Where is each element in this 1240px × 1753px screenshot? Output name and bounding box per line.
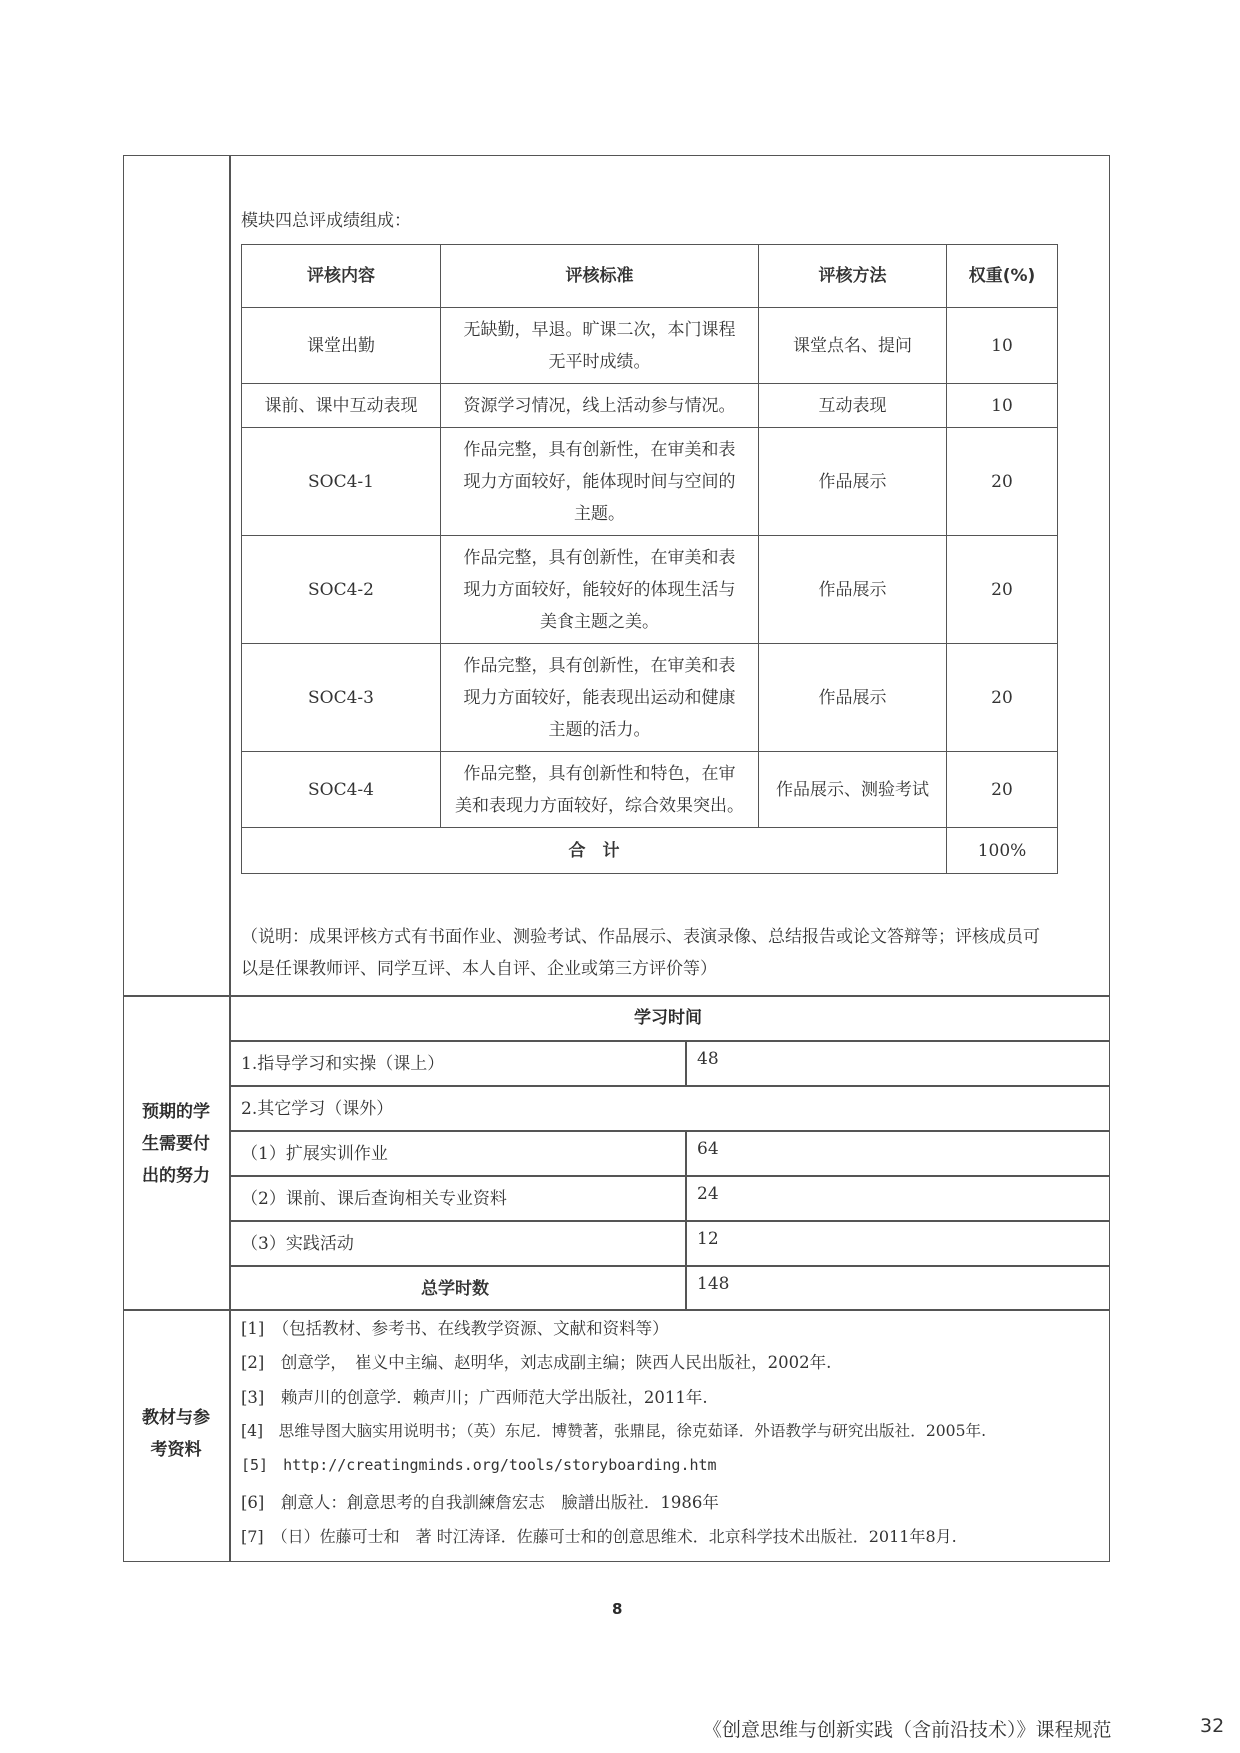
table-row: [242, 644, 1058, 752]
effort-row-item: （3）实践活动: [241, 1234, 354, 1254]
effort-total-label: 总学时数: [421, 1279, 489, 1299]
total-label: 合 计: [242, 828, 947, 874]
standard-line: 美食主题之美。: [540, 611, 659, 632]
effort-row-value: 24: [697, 1184, 719, 1204]
reference-item: [7] （日）佐藤可士和 著 时江涛译．佐藤可士和的创意思维术．北京科学技术出版社．2011年8月.: [241, 1527, 957, 1546]
table-row: [242, 752, 1058, 828]
standard-line: 无缺勤，早退。旷课二次，本门课程: [463, 319, 736, 340]
row-standard: [441, 384, 759, 428]
standard-line: 作品完整，具有创新性和特色，在审: [463, 763, 736, 784]
row-standard: [441, 428, 759, 536]
table-row: [242, 384, 1058, 428]
footer-page-number: 32: [1200, 1715, 1225, 1737]
table-row: [242, 428, 1058, 536]
row-method: 课堂点名、提问: [759, 308, 947, 384]
effort-header: 学习时间: [634, 1008, 702, 1028]
standard-line: 主题的活力。: [548, 719, 651, 740]
effort-section-label: [126, 1096, 226, 1192]
reference-item: [3] 赖声川的创意学．赖声川；广西师范大学出版社，2011年.: [241, 1388, 708, 1407]
row-method: 作品展示、测验考试: [759, 752, 947, 828]
effort-line: [229, 1085, 1110, 1087]
effort-line: [229, 1265, 1110, 1267]
effort-row-item: 1.指导学习和实操（课上）: [241, 1054, 445, 1074]
standard-line: 作品完整，具有创新性，在审美和表: [463, 439, 736, 460]
row-standard: [441, 644, 759, 752]
note-line-1: （说明：成果评核方式有书面作业、测验考试、作品展示、表演录像、总结报告或论文答辩等；评核成员可: [241, 927, 1040, 947]
references-label-line: 教材与参: [142, 1408, 210, 1428]
effort-line: [229, 1220, 1110, 1222]
standard-line: 主题。: [574, 503, 625, 524]
effort-row-item: 2.其它学习（课外）: [241, 1099, 394, 1119]
effort-row-value: 12: [697, 1229, 719, 1249]
table-row: [242, 308, 1058, 384]
effort-label-line: 预期的学: [142, 1102, 210, 1122]
row-weight: 20: [947, 752, 1058, 828]
header-method: 评核方法: [759, 245, 947, 308]
row-content: SOC4-3: [242, 644, 441, 752]
standard-line: 作品完整，具有创新性，在审美和表: [463, 655, 736, 676]
section-divider-1: [123, 995, 1110, 997]
effort-row-value: 64: [697, 1139, 719, 1159]
standard-line: 作品完整，具有创新性，在审美和表: [463, 547, 736, 568]
row-weight: 10: [947, 308, 1058, 384]
inner-page-number: 8: [612, 1600, 623, 1618]
row-content: SOC4-2: [242, 536, 441, 644]
standard-line: 无平时成绩。: [548, 351, 651, 372]
effort-total-value: 148: [697, 1274, 730, 1294]
row-content: 课前、课中互动表现: [242, 384, 441, 428]
row-method: 作品展示: [759, 644, 947, 752]
reference-item: [5] http://creatingminds.org/tools/storyboarding.htm: [241, 1456, 717, 1474]
header-standard: 评核标准: [441, 245, 759, 308]
effort-value-divider: [685, 1130, 687, 1310]
section-divider-2: [123, 1309, 1110, 1311]
total-value: 100%: [947, 828, 1058, 874]
row-weight: 20: [947, 536, 1058, 644]
header-content: 评核内容: [242, 245, 441, 308]
total-row: [242, 828, 1058, 874]
row-weight: 10: [947, 384, 1058, 428]
effort-row-value: 48: [697, 1049, 719, 1069]
header-weight: 权重(%): [947, 245, 1058, 308]
reference-item: [6] 創意人：創意思考的自我訓練詹宏志 臉譜出版社．1986年: [241, 1493, 719, 1512]
effort-value-divider: [685, 1040, 687, 1085]
standard-line: 资源学习情况，线上活动参与情况。: [463, 395, 736, 416]
references-section-label: [126, 1402, 226, 1466]
standard-line: 现力方面较好，能表现出运动和健康: [463, 687, 736, 708]
row-standard: [441, 752, 759, 828]
note-line-2: 以是任课教师评、同学互评、本人自评、企业或第三方评价等）: [241, 959, 717, 979]
standard-line: 美和表现力方面较好，综合效果突出。: [455, 795, 744, 816]
effort-label-line: 出的努力: [142, 1166, 210, 1186]
footer-title: 《创意思维与创新实践（含前沿技术）》课程规范: [703, 1719, 1112, 1741]
references-label-line: 考资料: [150, 1440, 202, 1460]
row-standard: [441, 308, 759, 384]
row-content: 课堂出勤: [242, 308, 441, 384]
row-content: SOC4-1: [242, 428, 441, 536]
module-intro: 模块四总评成绩组成：: [241, 211, 411, 231]
row-weight: 20: [947, 428, 1058, 536]
table-row: [242, 536, 1058, 644]
standard-line: 现力方面较好，能体现时间与空间的: [463, 471, 736, 492]
effort-line: [229, 1130, 1110, 1132]
effort-label-line: 生需要付: [142, 1134, 210, 1154]
reference-item: [4] 思维导图大脑实用说明书；（英）东尼．博赞著，张鼎昆，徐克茹译．外语教学与研究出版社．2005年.: [241, 1422, 987, 1440]
effort-row-item: （1）扩展实训作业: [241, 1144, 388, 1164]
effort-line: [229, 1040, 1110, 1042]
reference-item: [2] 创意学， 崔义中主编、赵明华，刘志成副主编；陕西人民出版社，2002年.: [241, 1353, 832, 1372]
left-column-divider: [229, 155, 231, 1562]
row-standard: [441, 536, 759, 644]
row-method: 互动表现: [759, 384, 947, 428]
row-weight: 20: [947, 644, 1058, 752]
standard-line: 现力方面较好，能较好的体现生活与: [463, 579, 736, 600]
assessment-table: [241, 244, 1058, 874]
effort-line: [229, 1175, 1110, 1177]
assessment-header-row: [242, 245, 1058, 308]
reference-item: [1] （包括教材、参考书、在线教学资源、文献和资料等）: [241, 1319, 669, 1338]
effort-row-item: （2）课前、课后查询相关专业资料: [241, 1189, 507, 1209]
row-method: 作品展示: [759, 428, 947, 536]
row-content: SOC4-4: [242, 752, 441, 828]
row-method: 作品展示: [759, 536, 947, 644]
